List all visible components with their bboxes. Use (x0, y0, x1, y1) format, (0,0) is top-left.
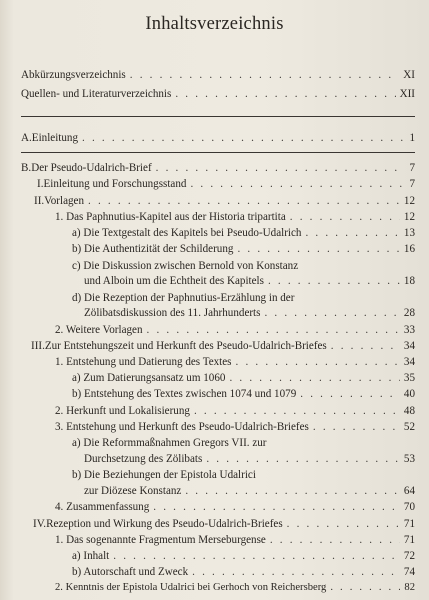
entry-label: Durchsetzung des Zölibats (84, 453, 203, 465)
chapter-number: III. (31, 340, 45, 352)
section-letter: B. (21, 162, 32, 174)
entry-label: zur Diözese Konstanz (84, 485, 182, 497)
page-number: 1 (409, 132, 415, 144)
dot-leader (229, 371, 399, 385)
dot-leader (153, 500, 400, 514)
page-number: 74 (403, 566, 415, 578)
entry-label: b) Entstehung des Textes zwischen 1074 und 1079 (72, 388, 297, 400)
dot-leader (287, 517, 400, 531)
page-number: 12 (403, 211, 415, 223)
page-number: 12 (403, 195, 415, 207)
dot-leader (185, 484, 400, 498)
toc-entry-ii-1[interactable] (55, 210, 415, 224)
toc-entry-iii-1-b[interactable] (72, 387, 415, 401)
toc-entry-iii-2[interactable] (55, 404, 415, 418)
dot-leader (175, 87, 395, 101)
page-number: 18 (403, 275, 415, 287)
dot-leader (237, 242, 399, 256)
page-number: 72 (403, 550, 415, 562)
entry-label: Abkürzungsverzeichnis (21, 69, 126, 81)
dot-leader (194, 404, 400, 418)
section-letter: A. (21, 132, 32, 144)
dot-leader (190, 177, 405, 191)
toc-entry-abbreviations[interactable] (21, 68, 415, 82)
toc-entry-iii-4[interactable] (55, 500, 415, 514)
page-number: 13 (403, 227, 415, 239)
toc-entry-ii-1-a[interactable] (72, 226, 415, 240)
toc-entry-ii-1-c-line1: c) Die Diskussion zwischen Bernold von Konstanz (72, 260, 299, 272)
dot-leader (156, 161, 406, 175)
dot-leader (264, 306, 399, 320)
toc-entry-b-ii[interactable] (34, 194, 415, 208)
page-number: 64 (403, 485, 415, 497)
entry-label: Der Pseudo-Udalrich-Brief (31, 162, 152, 174)
toc-entry-b-iv[interactable] (33, 517, 415, 531)
page-number: 48 (403, 405, 415, 417)
dot-leader (147, 323, 400, 337)
toc-entry-iii-3-b[interactable] (84, 484, 415, 498)
dot-leader (192, 565, 400, 579)
page-number: 82 (404, 582, 415, 593)
toc-entry-iv-1-b[interactable] (72, 565, 415, 579)
entry-label: Vorlagen (44, 195, 85, 207)
dot-leader (88, 194, 400, 208)
entry-label: 1. Das sogenannte Fragmentum Merseburgense (55, 534, 266, 546)
dot-leader (313, 420, 400, 434)
entry-label: Rezeption und Wirkung des Pseudo-Udalrich-Briefes (46, 518, 283, 530)
entry-label: Quellen- und Literaturverzeichnis (21, 88, 172, 100)
toc-entry-ii-1-d-line1: d) Die Rezeption der Paphnutius-Erzählung in der (72, 292, 295, 304)
toc-entry-ii-2[interactable] (55, 323, 415, 337)
page-title: Inhaltsverzeichnis (145, 14, 284, 34)
toc-entry-iii-3-b-line1: b) Die Beziehungen der Epistola Udalrici (72, 469, 256, 481)
dot-leader (290, 210, 400, 224)
toc-entry-b[interactable] (21, 161, 415, 175)
dot-leader (300, 387, 400, 401)
toc-entry-iii-3-a[interactable] (84, 452, 415, 466)
toc-entry-iv-1-a[interactable] (72, 549, 415, 563)
entry-label: Zur Entstehungszeit und Herkunft des Pseudo-Udalrich-Briefes (44, 340, 327, 352)
toc-entry-iii-1[interactable] (55, 355, 415, 369)
entry-label: 1. Das Paphnutius-Kapitel aus der Historia tripartita (55, 211, 286, 223)
toc-entry-iv-2[interactable] (55, 581, 415, 595)
dot-leader (331, 339, 400, 353)
page-number: XII (399, 88, 415, 100)
entry-label: a) Inhalt (72, 550, 110, 562)
page-number: 7 (409, 162, 415, 174)
page-number: 40 (403, 388, 415, 400)
entry-label: Einleitung (31, 132, 79, 144)
page-number: 35 (403, 372, 415, 384)
entry-label: 2. Herkunft und Lokalisierung (55, 405, 190, 417)
entry-label: b) Autorschaft und Zweck (72, 566, 189, 578)
section-divider (21, 152, 415, 153)
page-number: XI (403, 69, 415, 81)
dot-leader (305, 226, 399, 240)
page-number: 34 (403, 340, 415, 352)
entry-label: 2. Kenntnis der Epistola Udalrici bei Gerhoch von Reichersberg (55, 582, 327, 593)
toc-entry-iii-1-a[interactable] (72, 371, 415, 385)
chapter-number: II. (34, 195, 45, 207)
entry-label: 4. Zusammenfassung (55, 501, 150, 513)
page-number: 70 (403, 501, 415, 513)
chapter-number: IV. (33, 518, 47, 530)
page-number: 7 (409, 178, 415, 190)
dot-leader (270, 533, 400, 547)
entry-label: Einleitung und Forschungsstand (43, 178, 187, 190)
dot-leader (330, 581, 400, 595)
toc-entry-ii-1-c[interactable] (84, 274, 415, 288)
dot-leader (236, 355, 400, 369)
chapter-number: I. (37, 178, 44, 190)
toc-entry-ii-1-b[interactable] (72, 242, 415, 256)
toc-entry-b-iii[interactable] (31, 339, 415, 353)
toc-entry-sources[interactable] (21, 87, 415, 101)
toc-entry-a[interactable] (21, 131, 415, 145)
page-number: 34 (403, 356, 415, 368)
toc-entry-b-i[interactable] (37, 177, 415, 191)
section-divider (21, 116, 415, 117)
toc-entry-iii-3[interactable] (55, 420, 415, 434)
entry-label: a) Die Textgestalt des Kapitels bei Pseudo-Udalrich (72, 227, 302, 239)
entry-label: und Alboin um die Echtheit des Kapitels (84, 275, 264, 287)
dot-leader (113, 549, 400, 563)
page-number: 71 (403, 534, 415, 546)
entry-label: 2. Weitere Vorlagen (55, 324, 143, 336)
page-number: 16 (403, 243, 415, 255)
page-number: 33 (403, 324, 415, 336)
page-number: 53 (403, 453, 415, 465)
dot-leader (130, 68, 400, 82)
toc-entry-ii-1-d[interactable] (84, 306, 415, 320)
dot-leader (82, 131, 405, 145)
page-number: 28 (403, 307, 415, 319)
toc-entry-iv-1[interactable] (55, 533, 415, 547)
page-number: 71 (403, 518, 415, 530)
entry-label: Zölibatsdiskussion des 11. Jahrhunderts (84, 307, 261, 319)
dot-leader (206, 452, 400, 466)
entry-label: 1. Entstehung und Datierung des Textes (55, 356, 232, 368)
dot-leader (268, 274, 400, 288)
page-number: 52 (403, 421, 415, 433)
entry-label: a) Zum Datierungsansatz um 1060 (72, 372, 226, 384)
toc-entry-iii-3-a-line1: a) Die Reformmaßnahmen Gregors VII. zur (72, 437, 267, 449)
entry-label: 3. Entstehung und Herkunft des Pseudo-Udalrich-Briefes (55, 421, 309, 433)
entry-label: b) Die Authentizität der Schilderung (72, 243, 234, 255)
